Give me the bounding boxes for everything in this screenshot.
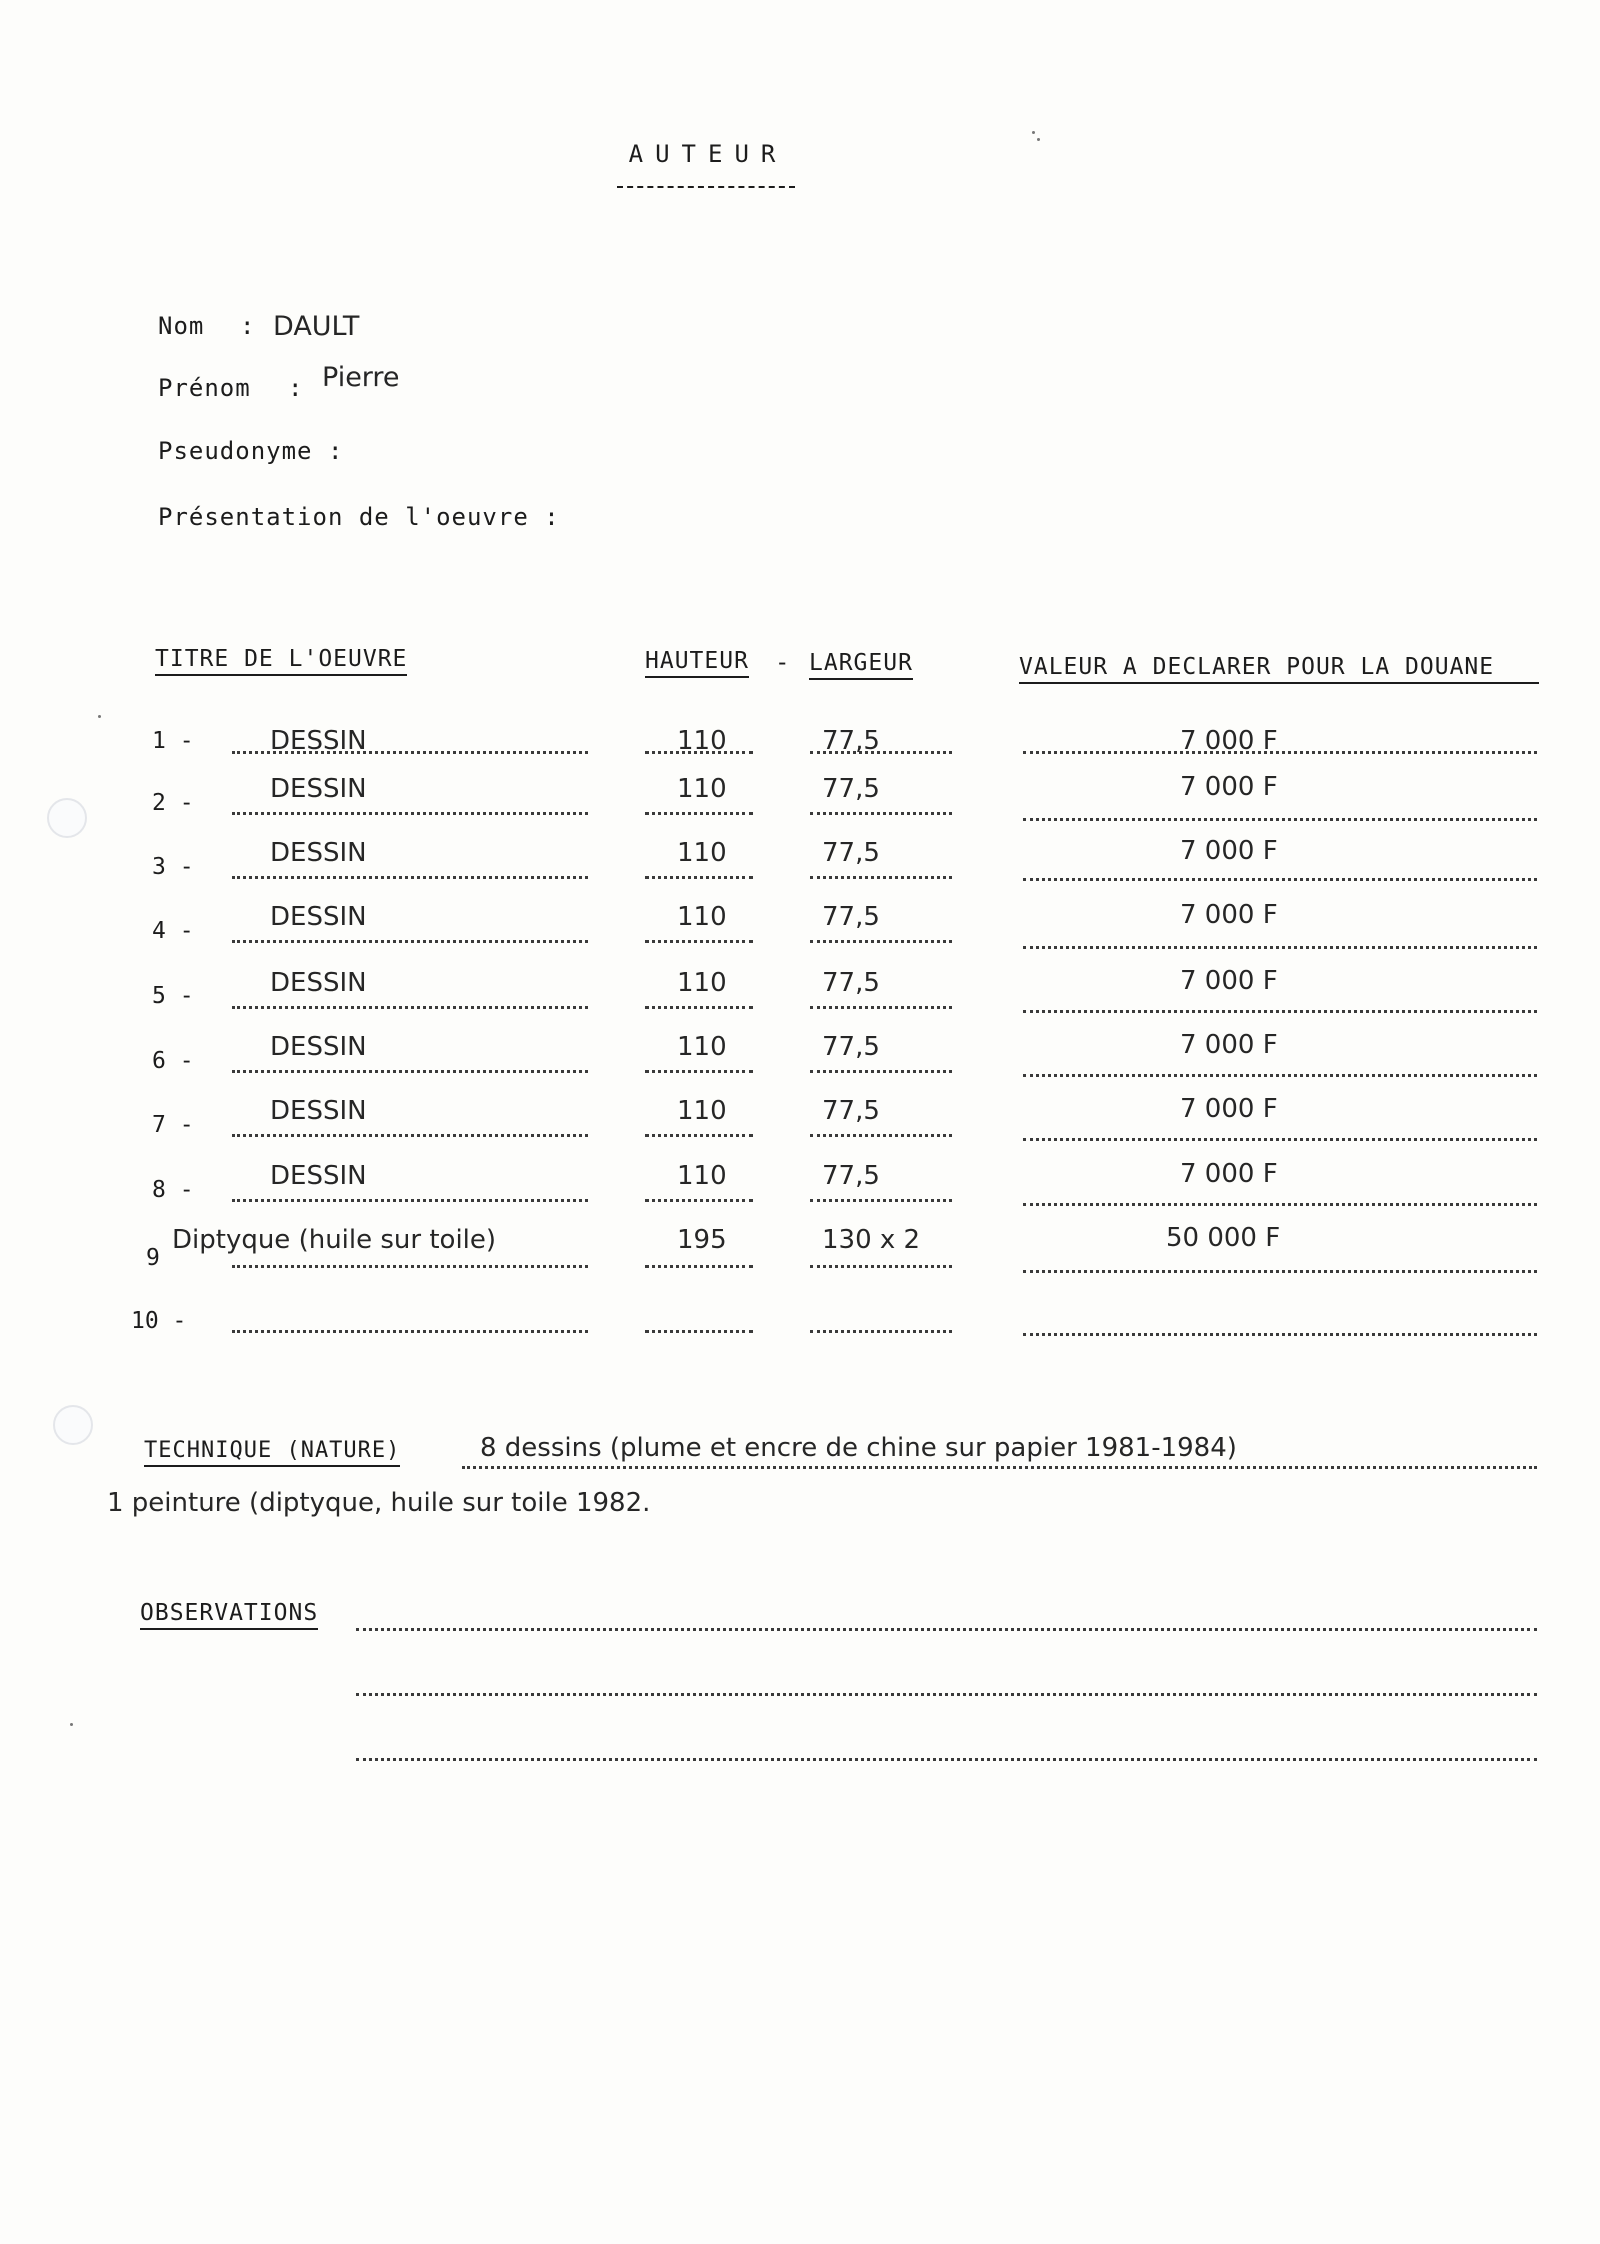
- dotted-line: [645, 1006, 753, 1009]
- col-header-largeur: LARGEUR: [809, 650, 913, 680]
- row-largeur: 130 x 2: [822, 1225, 921, 1255]
- col-header-dash: -: [775, 648, 791, 676]
- dotted-line: [810, 1070, 952, 1073]
- page-title: AUTEUR: [628, 140, 788, 168]
- dotted-line: [810, 1265, 952, 1268]
- prenom-separator: :: [288, 374, 304, 402]
- row-largeur: 77,5: [822, 1161, 880, 1191]
- dotted-line: [1023, 818, 1537, 821]
- dotted-line: [810, 1134, 952, 1137]
- dotted-line: [645, 1199, 753, 1202]
- dotted-line: [645, 1070, 753, 1073]
- dotted-line: [810, 1006, 952, 1009]
- row-valeur: 7 000 F: [1180, 772, 1278, 802]
- nom-label: Nom: [158, 312, 205, 340]
- dotted-line: [232, 1070, 588, 1073]
- dotted-line: [232, 1006, 588, 1009]
- dotted-line: [1023, 1074, 1537, 1077]
- row-valeur: 7 000 F: [1180, 836, 1278, 866]
- row-number: 3 -: [152, 854, 194, 880]
- row-valeur: 7 000 F: [1180, 1159, 1278, 1189]
- row-titre: DESSIN: [270, 1032, 367, 1062]
- dotted-line: [356, 1628, 1537, 1631]
- row-titre: DESSIN: [270, 902, 367, 932]
- dotted-line: [1023, 1203, 1537, 1206]
- technique-label: TECHNIQUE (NATURE): [144, 1438, 400, 1467]
- row-valeur: 50 000 F: [1166, 1223, 1281, 1253]
- row-titre: Diptyque (huile sur toile): [172, 1225, 497, 1255]
- dotted-line: [645, 751, 753, 754]
- row-hauteur: 195: [677, 1225, 727, 1255]
- dotted-line: [232, 1265, 588, 1268]
- row-number: 5 -: [152, 983, 194, 1009]
- row-hauteur: 110: [677, 1096, 727, 1126]
- row-hauteur: 110: [677, 726, 727, 756]
- row-titre: DESSIN: [270, 726, 367, 756]
- dotted-line: [1023, 1333, 1537, 1336]
- row-number: 9: [146, 1245, 160, 1271]
- dotted-line: [645, 1134, 753, 1137]
- dotted-line: [1023, 1010, 1537, 1013]
- dotted-line: [645, 1330, 753, 1333]
- row-number: 8 -: [152, 1177, 194, 1203]
- dotted-line: [810, 876, 952, 879]
- row-valeur: 7 000 F: [1180, 966, 1278, 996]
- row-largeur: 77,5: [822, 838, 880, 868]
- punch-hole-bottom: [53, 1405, 93, 1445]
- speck: [98, 715, 101, 718]
- punch-hole-top: [47, 798, 87, 838]
- row-largeur: 77,5: [822, 968, 880, 998]
- dotted-line: [462, 1466, 1537, 1469]
- dotted-line: [232, 751, 588, 754]
- dotted-line: [645, 812, 753, 815]
- col-header-valeur: VALEUR A DECLARER POUR LA DOUANE: [1019, 654, 1539, 684]
- speck: [70, 1723, 73, 1726]
- row-number: 6 -: [152, 1048, 194, 1074]
- row-hauteur: 110: [677, 902, 727, 932]
- nom-separator: :: [240, 312, 256, 340]
- row-hauteur: 110: [677, 968, 727, 998]
- dotted-line: [232, 812, 588, 815]
- technique-line-2: 1 peinture (diptyque, huile sur toile 1982.: [107, 1488, 651, 1518]
- row-largeur: 77,5: [822, 774, 880, 804]
- row-largeur: 77,5: [822, 1096, 880, 1126]
- dotted-line: [810, 751, 952, 754]
- dotted-line: [810, 812, 952, 815]
- dotted-line: [810, 1330, 952, 1333]
- row-number: 4 -: [152, 918, 194, 944]
- dotted-line: [1023, 751, 1537, 754]
- row-titre: DESSIN: [270, 838, 367, 868]
- observations-label: OBSERVATIONS: [140, 1600, 318, 1630]
- dotted-line: [356, 1693, 1537, 1696]
- row-valeur: 7 000 F: [1180, 900, 1278, 930]
- row-valeur: 7 000 F: [1180, 1094, 1278, 1124]
- pseudonyme-label: Pseudonyme :: [158, 437, 344, 465]
- row-titre: DESSIN: [270, 968, 367, 998]
- dotted-line: [810, 940, 952, 943]
- row-number: 1 -: [152, 728, 194, 754]
- row-valeur: 7 000 F: [1180, 1030, 1278, 1060]
- speck: [1032, 131, 1035, 134]
- technique-line-1: 8 dessins (plume et encre de chine sur papier 1981-1984): [480, 1433, 1237, 1463]
- row-hauteur: 110: [677, 1161, 727, 1191]
- dotted-line: [232, 1330, 588, 1333]
- prenom-label: Prénom: [158, 374, 251, 402]
- row-valeur: 7 000 F: [1180, 726, 1278, 756]
- row-titre: DESSIN: [270, 774, 367, 804]
- row-number: 2 -: [152, 790, 194, 816]
- dotted-line: [232, 876, 588, 879]
- col-header-hauteur: HAUTEUR: [645, 648, 749, 678]
- dotted-line: [1023, 878, 1537, 881]
- col-header-titre: TITRE DE L'OEUVRE: [155, 646, 407, 676]
- prenom-value: Pierre: [322, 362, 400, 393]
- row-titre: DESSIN: [270, 1161, 367, 1191]
- row-hauteur: 110: [677, 1032, 727, 1062]
- dotted-line: [645, 940, 753, 943]
- row-largeur: 77,5: [822, 1032, 880, 1062]
- dotted-line: [1023, 1138, 1537, 1141]
- dotted-line: [232, 1199, 588, 1202]
- row-number: 7 -: [152, 1112, 194, 1138]
- dotted-line: [356, 1758, 1537, 1761]
- row-hauteur: 110: [677, 838, 727, 868]
- dotted-line: [810, 1199, 952, 1202]
- dotted-line: [1023, 1270, 1537, 1273]
- row-largeur: 77,5: [822, 902, 880, 932]
- row-largeur: 77,5: [822, 726, 880, 756]
- row-number: 10 -: [131, 1308, 187, 1334]
- presentation-label: Présentation de l'oeuvre :: [158, 503, 560, 531]
- dotted-line: [232, 1134, 588, 1137]
- row-hauteur: 110: [677, 774, 727, 804]
- nom-value: DAULT: [273, 311, 360, 342]
- dotted-line: [645, 876, 753, 879]
- dotted-line: [232, 940, 588, 943]
- dotted-line: [1023, 946, 1537, 949]
- title-underline: [617, 186, 795, 188]
- dotted-line: [645, 1265, 753, 1268]
- row-titre: DESSIN: [270, 1096, 367, 1126]
